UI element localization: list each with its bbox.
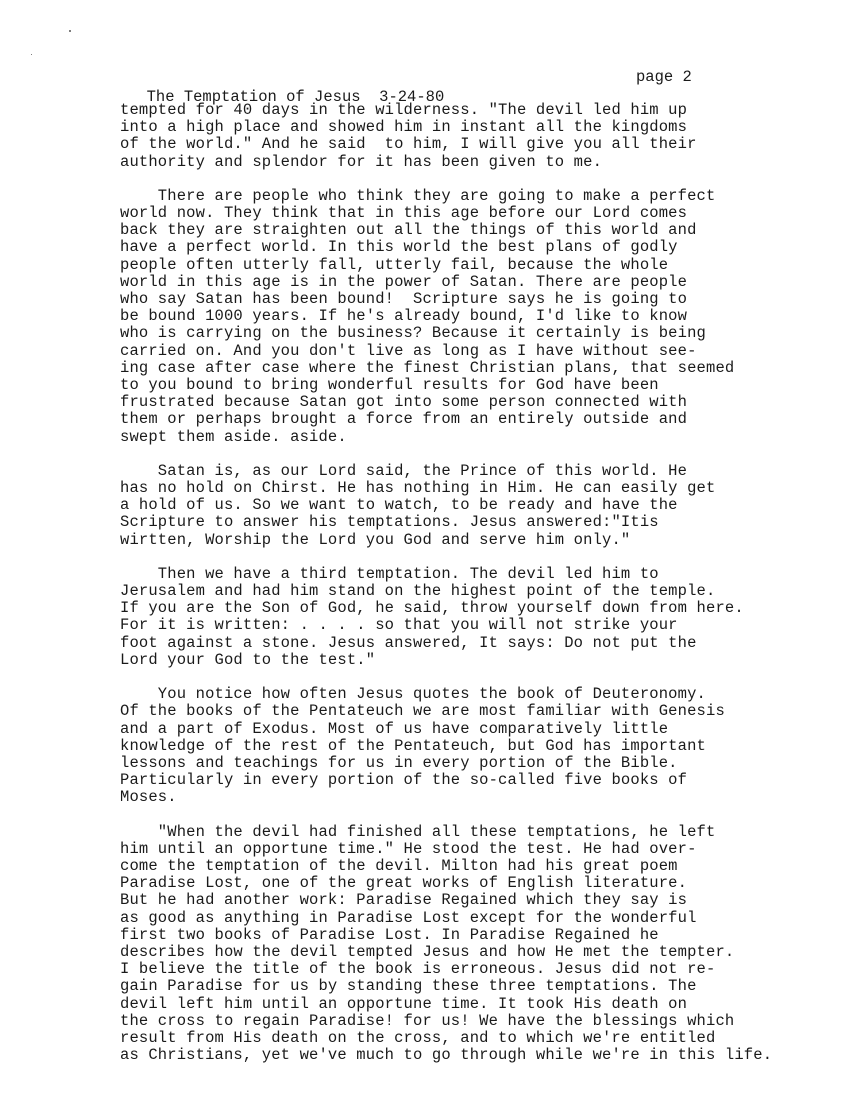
text-line: Scripture to answer his temptations. Jesus answered:"Itis <box>120 513 659 532</box>
text-line: lessons and teachings for us in every portion of the Bible. <box>120 753 678 772</box>
text-line: Of the books of the Pentateuch we are most familiar with Genesis <box>120 702 725 721</box>
text-line: have a perfect world. In this world the best plans of godly <box>120 238 678 257</box>
text-line: Jerusalem and had him stand on the highest point of the temple. <box>120 582 716 601</box>
text-line: into a high place and showed him in instant all the kingdoms <box>120 118 688 137</box>
text-line: them or perhaps brought a force from an entirely outside and <box>120 410 688 429</box>
paragraph-6 <box>120 824 835 1065</box>
text-line: of the world." And he said to him, I will give you all their <box>120 135 697 154</box>
paragraph-spacer <box>120 669 835 686</box>
text-line: be bound 1000 years. If he's already bound, I'd like to know <box>120 307 688 326</box>
text-line: I believe the title of the book is erroneous. Jesus did not re- <box>120 960 716 979</box>
paragraph-4 <box>120 566 835 669</box>
text-line: a hold of us. So we want to watch, to be ready and have the <box>120 496 678 515</box>
text-line: ing case after case where the finest Christian plans, that seemed <box>120 358 735 377</box>
text-line: If you are the Son of God, he said, throw yourself down from here. <box>120 599 744 618</box>
text-line: authority and splendor for it has been given to me. <box>120 152 603 171</box>
text-line: frustrated because Satan got into some person connected with <box>120 393 688 412</box>
text-line: him until an opportune time." He stood the test. He had over- <box>120 839 697 858</box>
page-number: page 2 <box>636 68 692 86</box>
text-line: wirtten, Worship the Lord you God and serve him only." <box>120 530 631 549</box>
text-line: swept them aside. aside. <box>120 427 347 446</box>
text-line: back they are straighten out all the things of this world and <box>120 221 697 240</box>
text-line: carried on. And you don't live as long as I have without see- <box>120 341 697 360</box>
paragraph-5 <box>120 686 835 806</box>
paragraph-2 <box>120 188 835 446</box>
text-line: Lord your God to the test." <box>120 650 376 669</box>
text-line: describes how the devil tempted Jesus and how He met the tempter. <box>120 942 735 961</box>
text-line: gain Paradise for us by standing these three temptations. The <box>120 977 697 996</box>
text-line: first two books of Paradise Lost. In Paradise Regained he <box>120 925 659 944</box>
text-line: Then we have a third temptation. The devil led him to <box>120 564 659 583</box>
text-line: and a part of Exodus. Most of us have comparatively little <box>120 719 669 738</box>
paragraph-spacer <box>120 549 835 566</box>
text-line: result from His death on the cross, and to which we're entitled <box>120 1028 716 1047</box>
text-line: For it is written: . . . . so that you will not strike your <box>120 616 678 635</box>
text-line: knowledge of the rest of the Pentateuch, but God has important <box>120 736 706 755</box>
document-title: The Temptation of Jesus 3-24-80 <box>146 88 445 106</box>
text-line: world now. They think that in this age before our Lord comes <box>120 204 688 223</box>
text-line: foot against a stone. Jesus answered, It says: Do not put the <box>120 633 697 652</box>
paragraph-spacer <box>120 807 835 824</box>
text-line: as Christians, yet we've much to go through while we're in this life. <box>120 1046 773 1065</box>
text-line: to you bound to bring wonderful results for God have been <box>120 376 659 395</box>
text-line: "When the devil had finished all these temptations, he left <box>120 822 716 841</box>
text-line: You notice how often Jesus quotes the book of Deuteronomy. <box>120 685 706 704</box>
text-line: the cross to regain Paradise! for us! We have the blessings which <box>120 1011 735 1030</box>
text-line: people often utterly fall, utterly fail, because the whole <box>120 255 669 274</box>
text-line: Satan is, as our Lord said, the Prince of this world. He <box>120 461 688 480</box>
text-line: as good as anything in Paradise Lost except for the wonderful <box>120 908 697 927</box>
text-line: There are people who think they are going to make a perfect <box>120 186 716 205</box>
text-line: Moses. <box>120 788 177 807</box>
paragraph-1 <box>120 102 835 171</box>
text-line: Paradise Lost, one of the great works of English literature. <box>120 874 688 893</box>
text-line: Particularly in every portion of the so-called five books of <box>120 771 688 790</box>
paragraph-3 <box>120 463 835 549</box>
text-line: devil left him until an opportune time. It took His death on <box>120 994 688 1013</box>
text-line: world in this age is in the power of Satan. There are people <box>120 272 688 291</box>
text-line: tempted for 40 days in the wilderness. "The devil led him up <box>120 101 688 119</box>
text-line: But he had another work: Paradise Regained which they say is <box>120 891 688 910</box>
paragraph-spacer <box>120 446 835 463</box>
paragraph-spacer <box>120 171 835 188</box>
text-line: come the temptation of the devil. Milton had his great poem <box>120 856 678 875</box>
text-line: who say Satan has been bound! Scripture says he is going to <box>120 290 688 309</box>
scan-speck-side <box>31 54 32 55</box>
document-body <box>120 102 835 1064</box>
text-line: who is carrying on the business? Because it certainly is being <box>120 324 706 343</box>
text-line: has no hold on Chirst. He has nothing in Him. He can easily get <box>120 479 716 498</box>
scan-speck-top <box>69 30 71 32</box>
